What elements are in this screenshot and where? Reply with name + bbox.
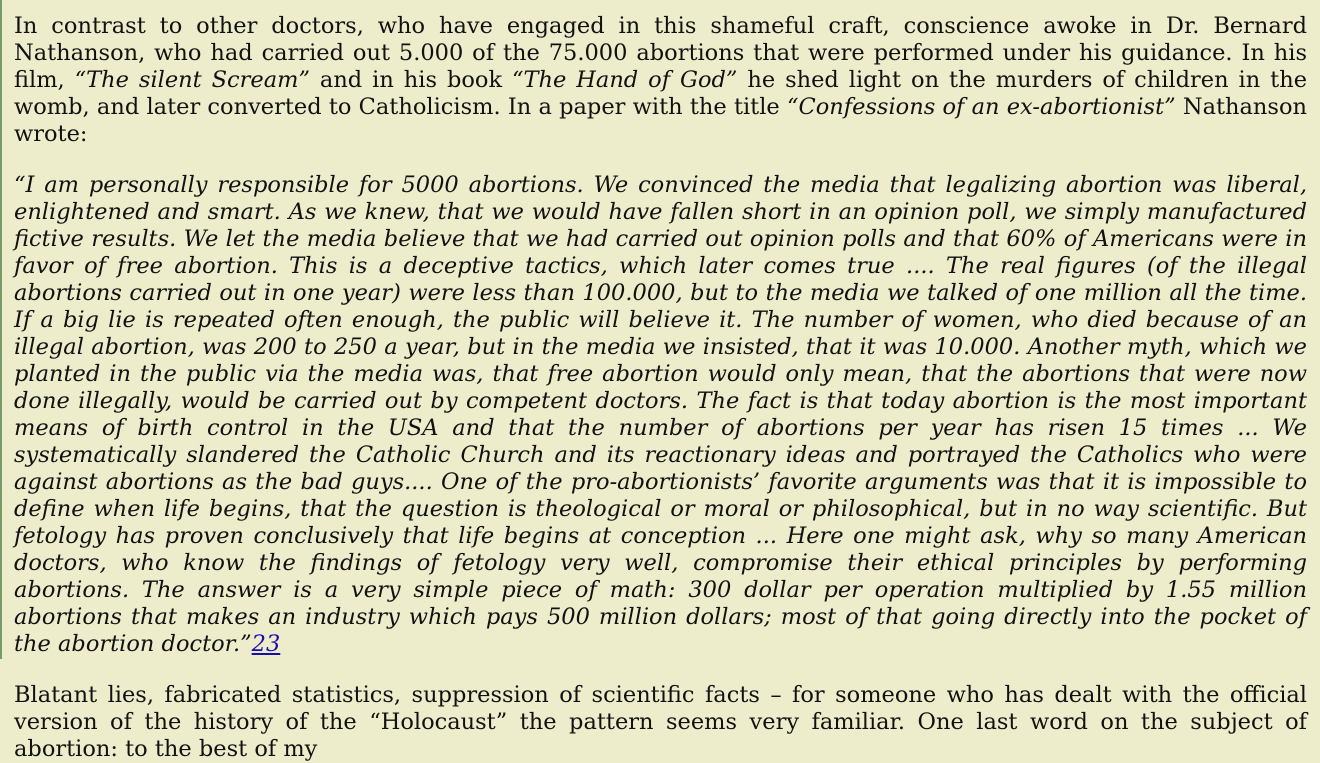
quote-text: “I am personally responsible for 5000 abortions. We convinced the media that legalizing abortion was liberal, enlightened and smart. As we knew, that we would have fallen short in an opinion poll, we simply manufactured fictive results. We let the media believe that we had carried out opinion polls and that 60% of Americans were in favor of free abortion. This is a deceptive tactics, which later comes true .... The real figures (of the illegal abortions carried out in one year) were less than 100.000, but to the media we talked of one million all the time. If a big lie is repeated often enough, the public will believe it. The number of women, who died because of an illegal abortion, was 200 to 250 a year, but in the media we insisted, that it was 10.000. Another myth, which we planted in the public via the media was, that free abortion would only mean, that the abortions that were now done illegally, would be carried out by competent doctors. The fact is that today abortion is the most important means of birth control in the USA and that the number of abortions per year has risen 15 times ... We systematically slandered the Catholic Church and its reactionary ideas and portrayed the Catholics who were against abortions as the bad guys.... One of the pro-abortionists’ favorite arguments was that it is impossible to define when life begins, that the question is theological or moral or philosophical, but in no way scientific. But fetology has proven conclusively that life begins at conception ... Here one might ask, why so many American doctors, who know the findings of fetology very well, compromise their ethical principles by performing abortions. The answer is a very simple piece of math: 300 dollar per operation multiplied by 1.55 million abortions that makes an industry which pays 500 million dollars; most of that going directly into the pocket of the abortion doctor.” — [14, 172, 1307, 657]
paragraph-intro-text-d: Nathanson wrote: — [14, 94, 1308, 147]
footnote-link-23[interactable]: 23 — [251, 631, 281, 657]
paper-title: “Confessions of an ex-abortionist” — [786, 94, 1176, 120]
paragraph-intro-text-a: In contrast to other doctors, who have engaged in this shameful craft, conscience awoke in Dr. Bernard Nathanson, who had carried out 5.000 of the 75.000 abortions that were performed under his guidance. In his film, — [14, 13, 1307, 93]
page-left-border — [0, 0, 2, 659]
paragraph-intro-text-b: and in his book — [309, 67, 513, 93]
paragraph-intro — [14, 13, 1307, 148]
paragraph-closing — [14, 682, 1307, 763]
paragraph-intro-text-c: he shed light on the murders of children in the womb, and later converted to Catholicism. In a paper with the title — [14, 67, 1308, 120]
paragraph-closing-text: Blatant lies, fabricated statistics, suppression of scientific facts – for someone who has dealt with the official version of the history of the “Holocaust” the pattern seems very familiar. One last word on the subject of abortion: to the best of my — [14, 682, 1307, 762]
document-body — [14, 13, 1307, 763]
nathanson-quote — [14, 172, 1307, 658]
film-title: “The silent Scream” — [74, 67, 310, 93]
book-title: “The Hand of God” — [512, 67, 738, 93]
